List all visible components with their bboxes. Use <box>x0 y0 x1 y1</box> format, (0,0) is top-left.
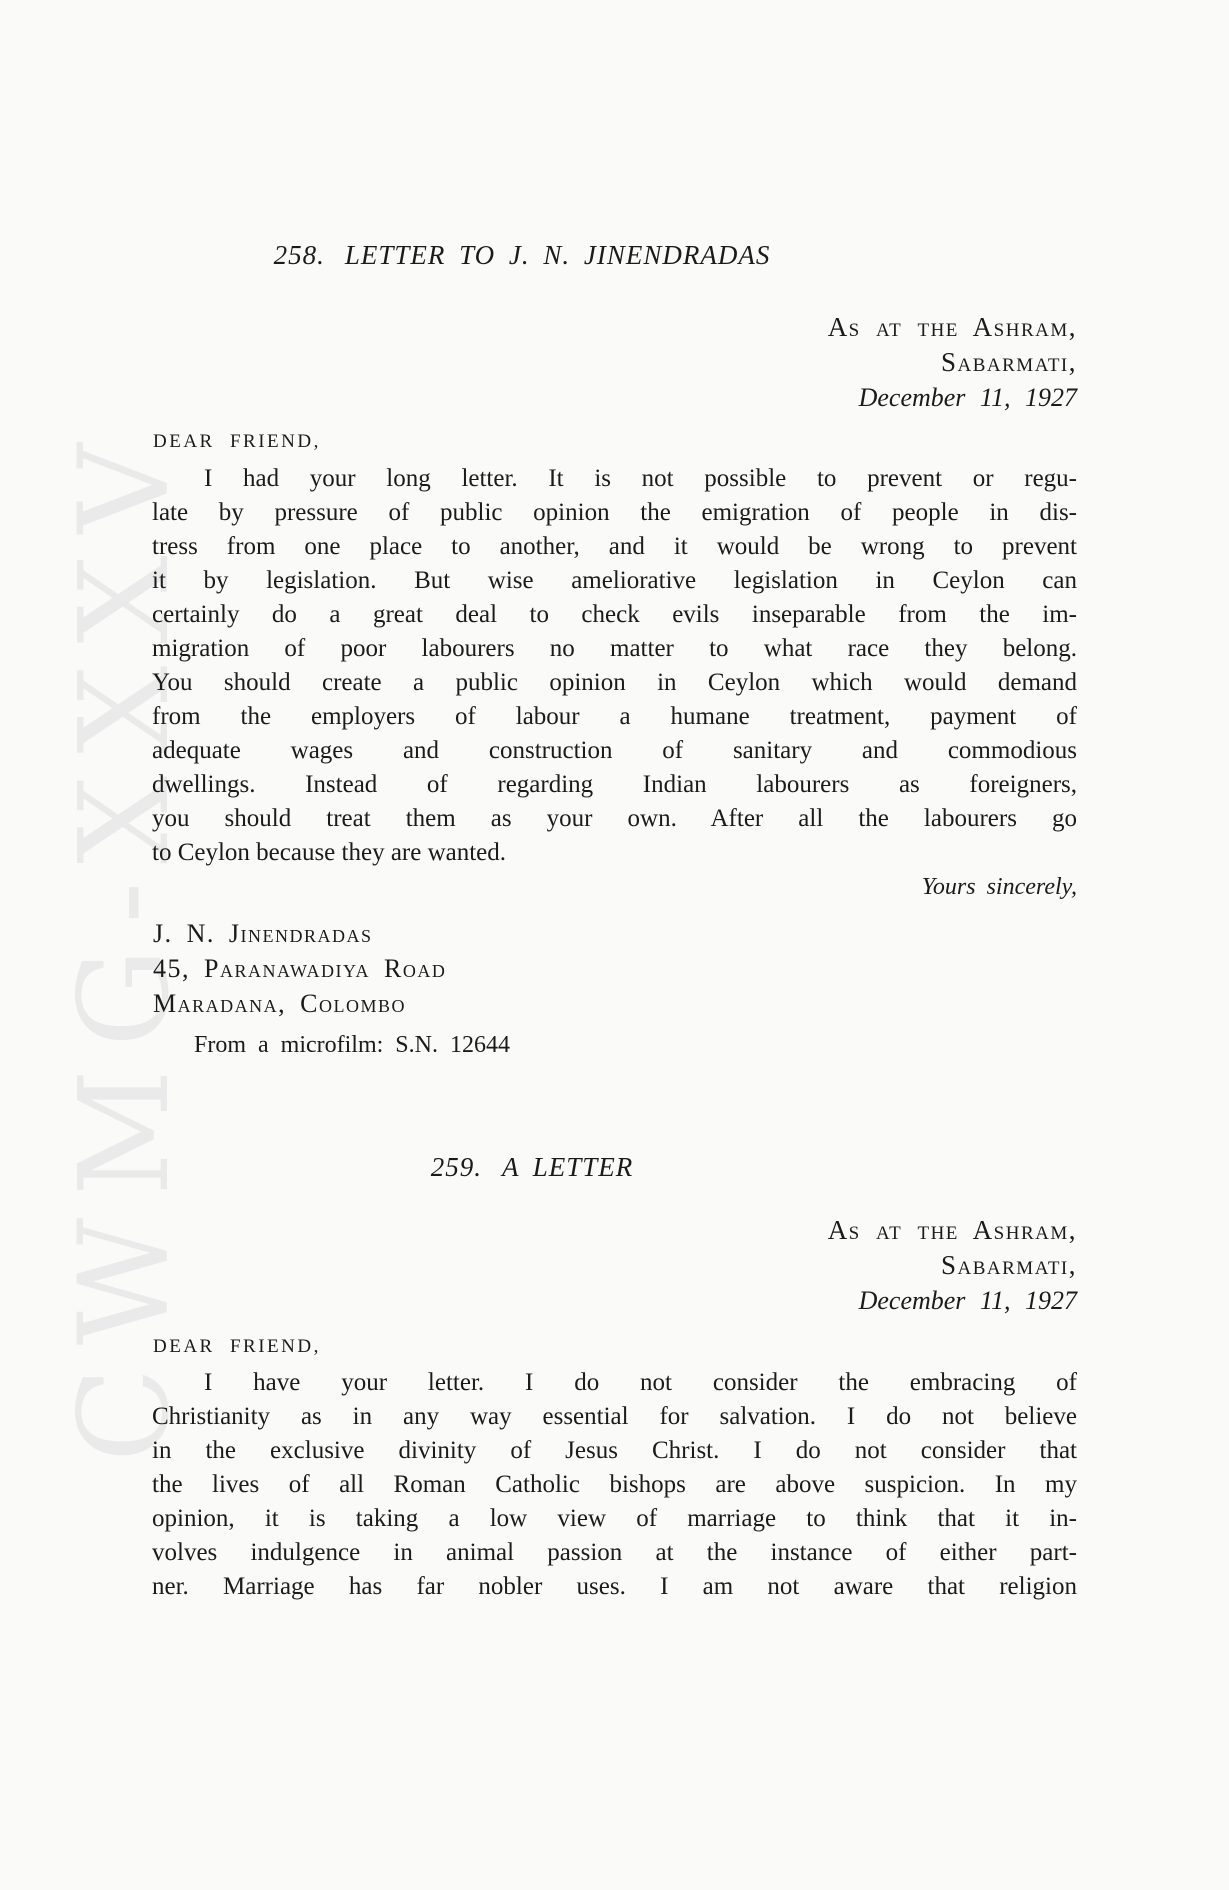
letter-259-number: 259. <box>430 1152 482 1182</box>
text-line: volves indulgence in animal passion at the instance of either part- <box>152 1539 1077 1566</box>
letter-259-salutation: DEAR FRIEND, <box>153 1336 321 1357</box>
letter-259-title-text: A LETTER <box>501 1152 634 1182</box>
dateline-place-2: Sabarmati, <box>941 347 1077 377</box>
text-line: dwellings. Instead of regarding Indian labourers as foreigners, <box>152 771 1077 798</box>
text-line: in the exclusive divinity of Jesus Christ. I do not consider that <box>152 1437 1077 1464</box>
text-line: I have your letter. I do not consider the embracing of <box>204 1369 1077 1396</box>
dateline-place-1: As at the Ashram, <box>827 312 1077 342</box>
letter-259-dateline <box>152 1213 1077 1318</box>
text-line: You should create a public opinion in Ceylon which would demand <box>152 669 1077 696</box>
text-line: tress from one place to another, and it would be wrong to prevent <box>152 533 1077 560</box>
text-line: you should treat them as your own. After all the labourers go <box>152 805 1077 832</box>
text-line: to Ceylon because they are wanted. <box>152 839 507 866</box>
text-line: it by legislation. But wise ameliorative legislation in Ceylon can <box>152 567 1077 594</box>
letter-258-number: 258. <box>273 240 325 270</box>
cwmg-volume-watermark: CWMG-XXXV <box>53 421 197 1463</box>
dateline-place-2: Sabarmati, <box>941 1250 1077 1280</box>
text-line: late by pressure of public opinion the emigration of people in dis- <box>152 499 1077 526</box>
text-line: certainly do a great deal to check evils inseparable from the im- <box>152 601 1077 628</box>
text-line: the lives of all Roman Catholic bishops are above suspicion. In my <box>152 1471 1077 1498</box>
text-line: opinion, it is taking a low view of marriage to think that it in- <box>152 1505 1077 1532</box>
letter-258-valediction: Yours sincerely, <box>921 874 1077 900</box>
text-line: J. N. Jinendradas <box>153 919 373 948</box>
dateline-date: December 11, 1927 <box>858 383 1077 412</box>
letter-258-source: From a microfilm: S.N. 12644 <box>194 1032 510 1058</box>
text-line: I had your long letter. It is not possible to prevent or regu- <box>204 465 1077 492</box>
text-line: Christianity as in any way essential for salvation. I do not believe <box>152 1403 1077 1430</box>
text-line: Maradana, Colombo <box>153 989 406 1018</box>
text-line: migration of poor labourers no matter to what race they belong. <box>152 635 1077 662</box>
dateline-date: December 11, 1927 <box>858 1286 1077 1315</box>
text-line: 45, Paranawadiya Road <box>153 954 447 983</box>
letter-258-salutation: DEAR FRIEND, <box>153 431 321 452</box>
letter-258-title <box>152 240 1077 271</box>
text-line: ner. Marriage has far nobler uses. I am not aware that religion <box>152 1573 1077 1600</box>
text-line: from the employers of labour a humane treatment, payment of <box>152 703 1077 730</box>
letter-258-dateline <box>152 310 1077 415</box>
letter-258-body <box>152 462 1077 870</box>
letter-258-addressee <box>153 916 446 1021</box>
letter-259-body <box>152 1366 1077 1604</box>
text-line: adequate wages and construction of sanitary and commodious <box>152 737 1077 764</box>
letter-259-title <box>152 1152 1077 1183</box>
letter-258-title-text: LETTER TO J. N. JINENDRADAS <box>344 240 771 270</box>
dateline-place-1: As at the Ashram, <box>827 1215 1077 1245</box>
